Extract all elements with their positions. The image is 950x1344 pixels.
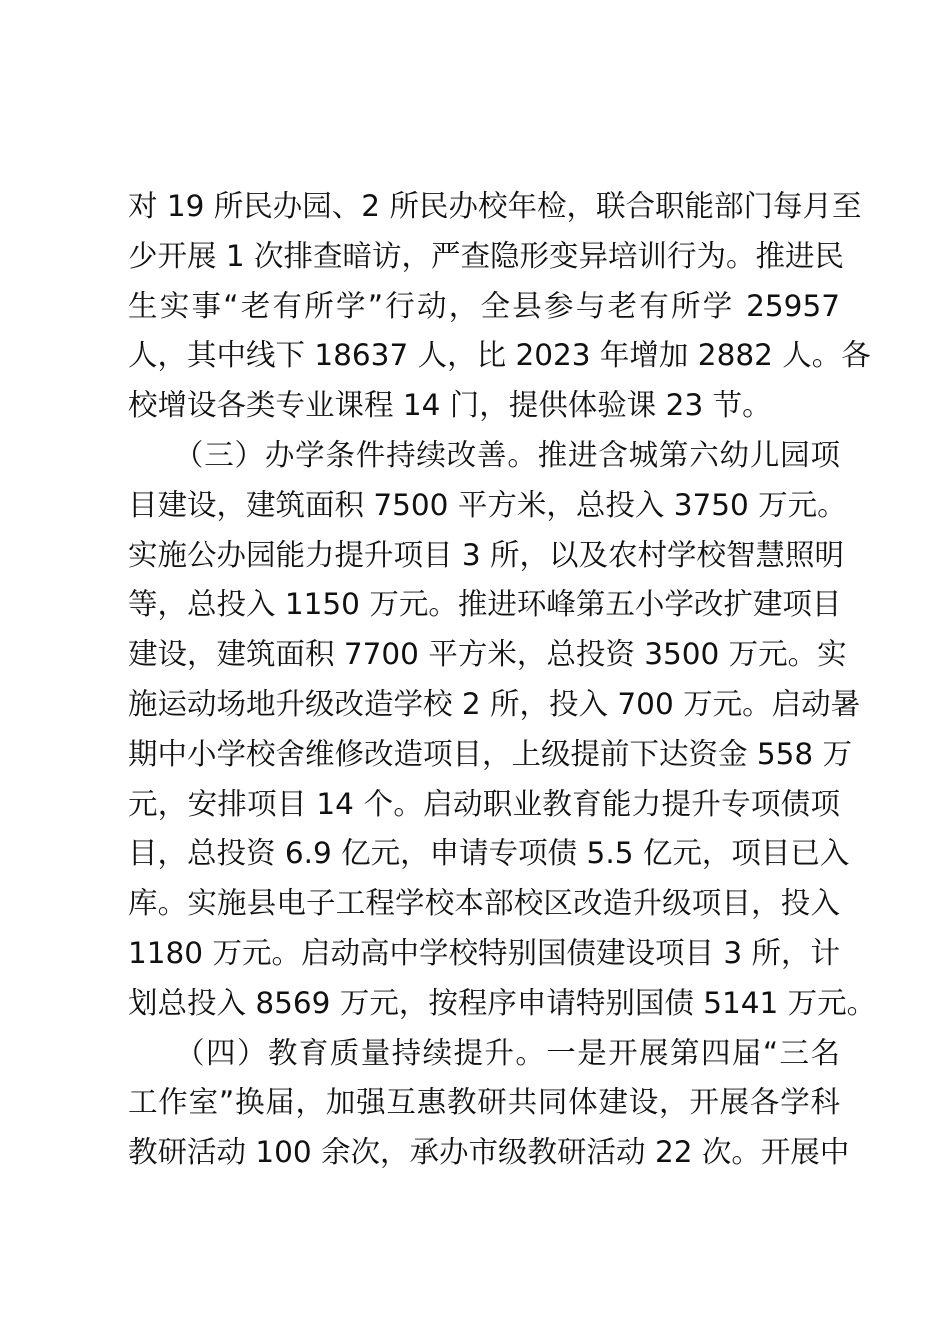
text-line: 目，总投资 6.9 亿元，申请专项债 5.5 亿元，项目已入 [128, 836, 850, 871]
text-line: 人，其中线下 18637 人，比 2023 年增加 2882 人。各 [128, 338, 871, 373]
text-line: 校增设各类专业课程 14 门，提供体验课 23 节。 [128, 388, 772, 423]
text-line: 对 19 所民办园、2 所民办校年检，联合职能部门每月至 [128, 189, 862, 223]
section-heading-line: （四）教育质量持续提升。一是开展第四届“三名 [128, 1035, 840, 1070]
section-heading-line: （三）办学条件持续改善。推进含城第六幼儿园项 [128, 437, 840, 472]
text-line: 1180 万元。启动高中学校特别国债建设项目 3 所，计 [128, 935, 840, 970]
text-line: 目建设，建筑面积 7500 平方米，总投入 3750 万元。 [128, 487, 847, 522]
text-line: 施运动场地升级改造学校 2 所，投入 700 万元。启动暑 [128, 686, 861, 721]
text-line: 建设，建筑面积 7700 平方米，总投资 3500 万元。实 [128, 637, 847, 672]
text-line: 生实事“老有所学”行动，全县参与老有所学 25957 [128, 288, 840, 323]
text-line: 划总投入 8569 万元，按程序申请特别国债 5141 万元。 [128, 985, 877, 1020]
text-line: 库。实施县电子工程学校本部校区改造升级项目，投入 [128, 886, 840, 921]
text-line: 实施公办园能力提升项目 3 所，以及农村学校智慧照明 [128, 537, 845, 572]
text-line: 工作室”换届，加强互惠教研共同体建设，开展各学科 [128, 1085, 840, 1120]
text-line: 元，安排项目 14 个。启动职业教育能力提升专项债项 [128, 786, 840, 821]
text-line: 少开展 1 次排查暗访，严查隐形变异培训行为。推进民 [128, 238, 845, 273]
text-line: 等，总投入 1150 万元。推进环峰第五小学改扩建项目 [128, 587, 842, 622]
body-text [128, 182, 877, 1178]
text-line: 期中小学校舍维修改造项目，上级提前下达资金 558 万 [128, 736, 853, 771]
text-line: 教研活动 100 余次，承办市级教研活动 22 次。开展中 [128, 1135, 850, 1170]
